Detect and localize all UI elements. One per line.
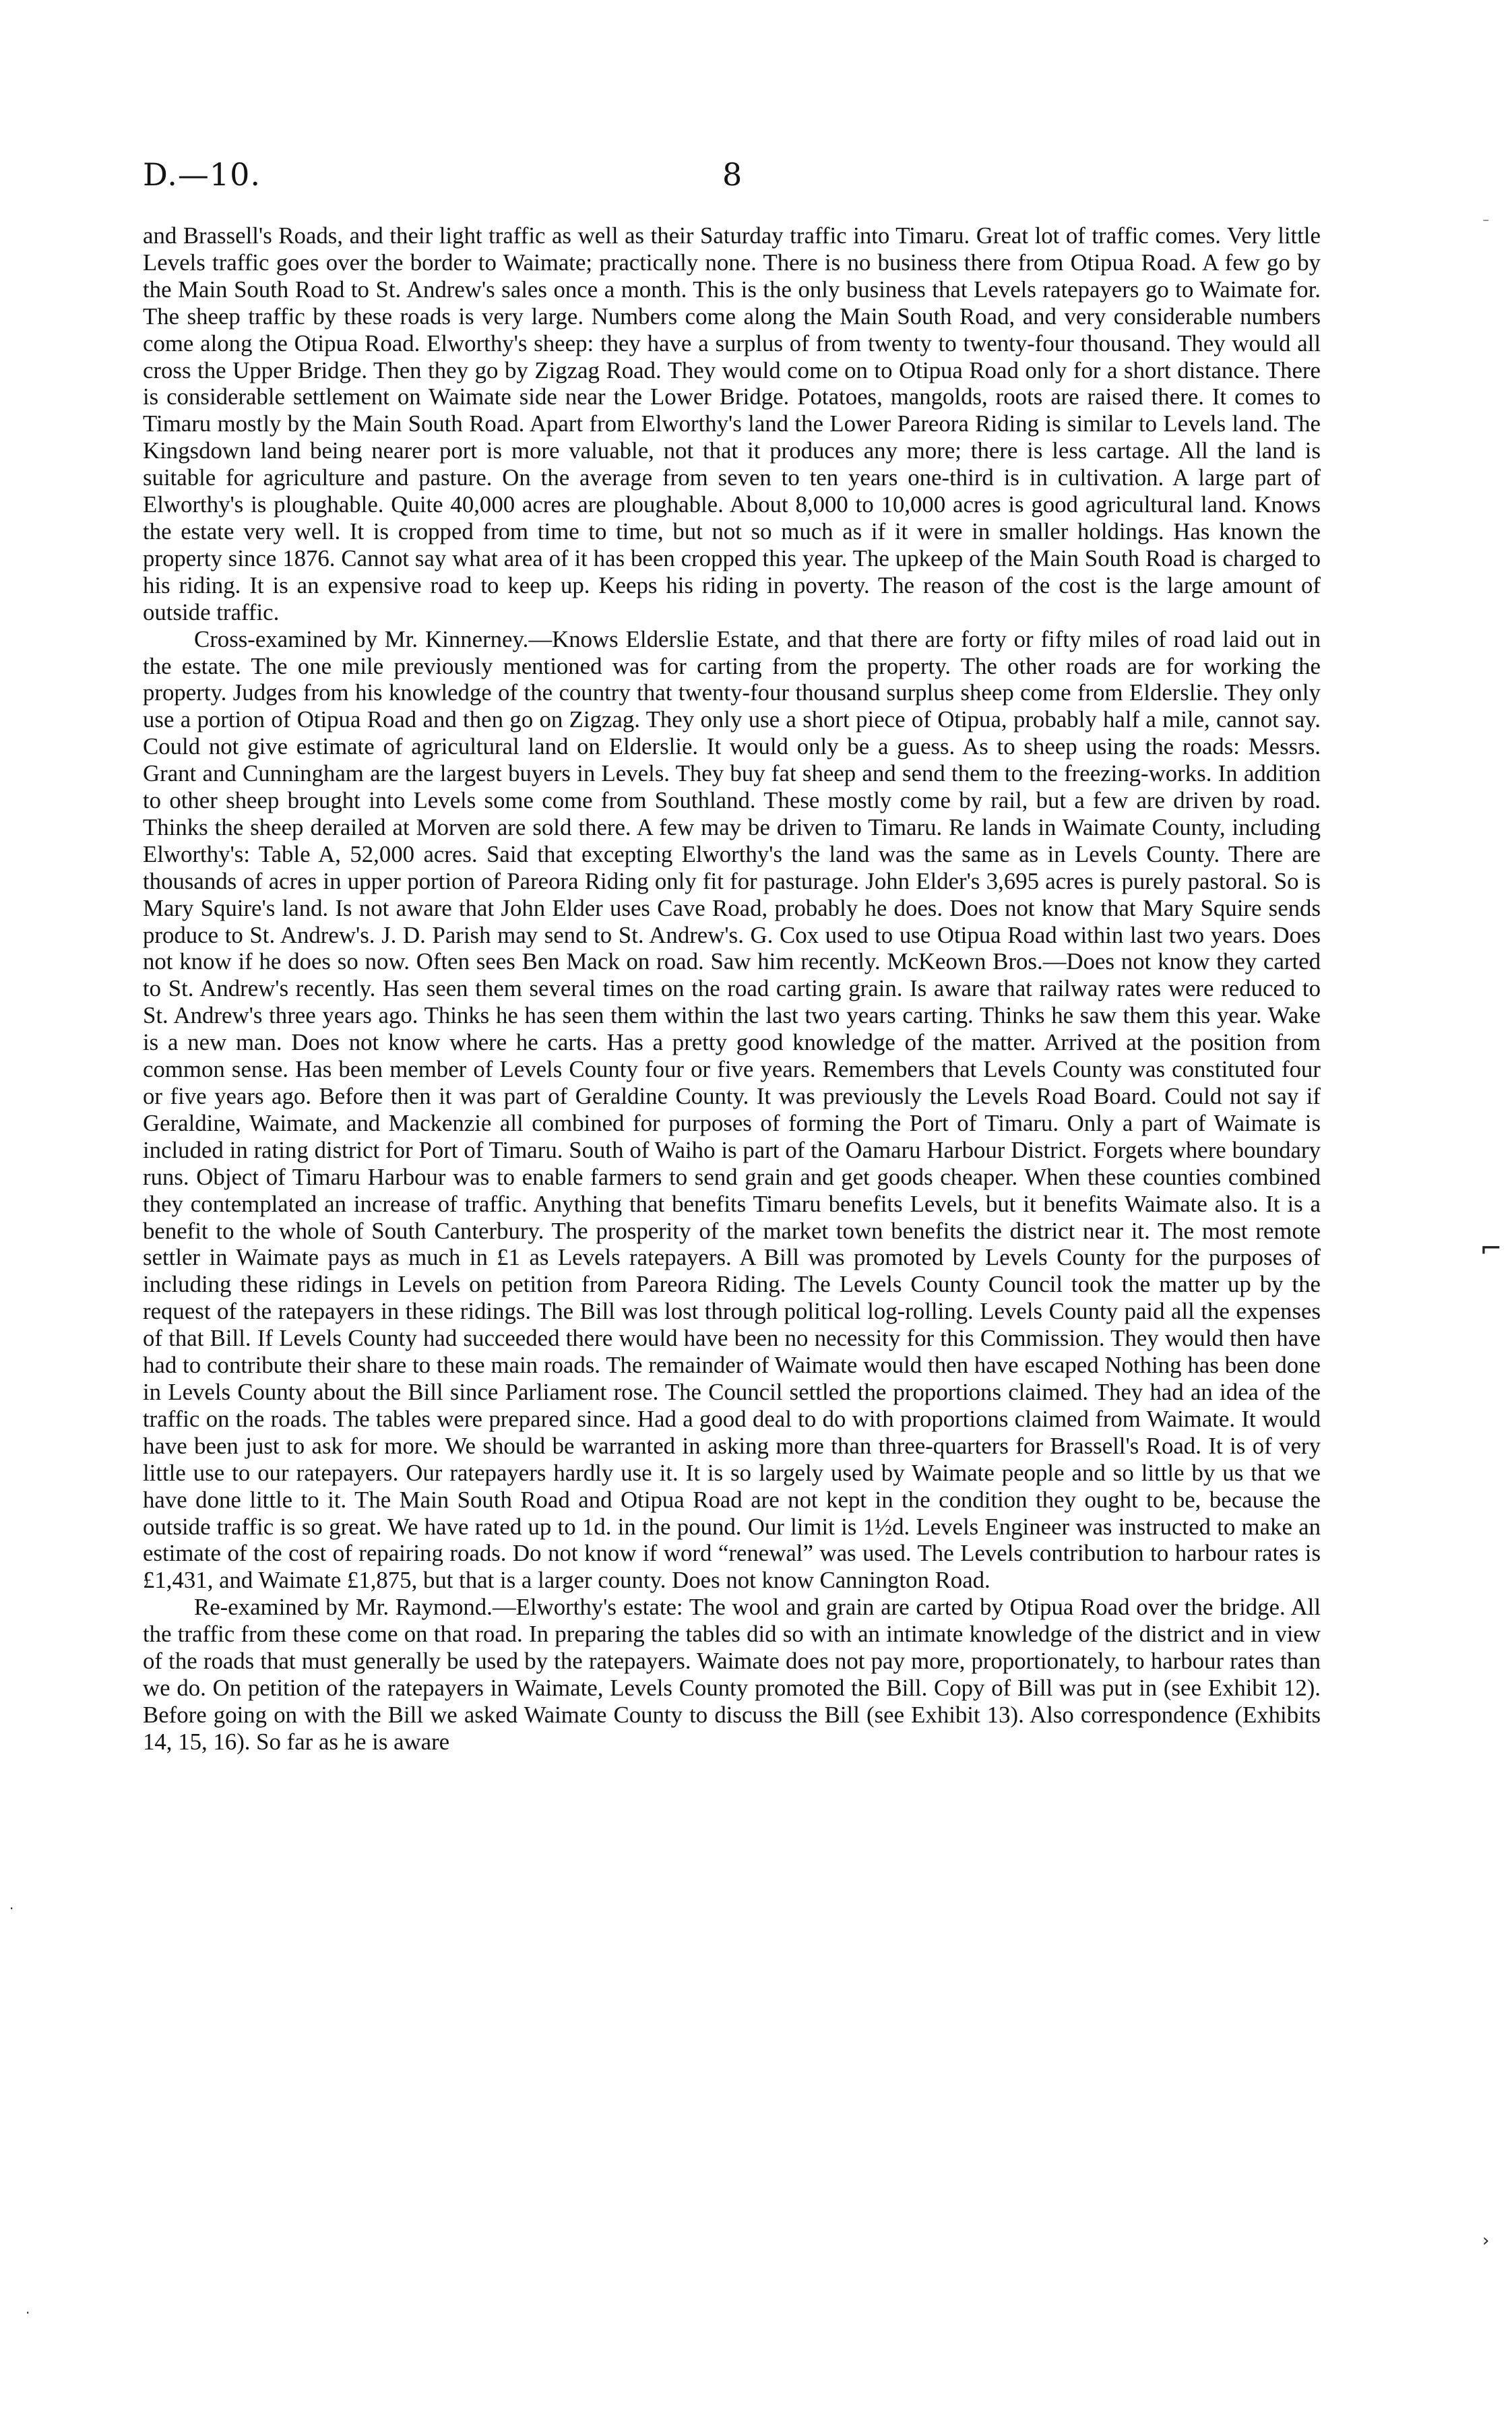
- body-text: [143, 222, 1321, 1756]
- paragraph-cross-examination: Cross-examined by Mr. Kinnerney.—Knows Elderslie Estate, and that there are forty or fifty miles of road laid out in the estate. The one mile previously mentioned was for carting from the property. The other roads are for working the property. Judges from his knowledge of the country that twenty-four thousand surplus sheep come from Elderslie. They only use a portion of Otipua Road and then go on Zigzag. They only use a short piece of Otipua, probably half a mile, cannot say. Could not give estimate of agricultural land on Elderslie. It would only be a guess. As to sheep using the roads: Messrs. Grant and Cunningham are the largest buyers in Levels. They buy fat sheep and send them to the freezing-works. In addition to other sheep brought into Levels some come from Southland. These mostly come by rail, but a few are driven by road. Thinks the sheep derailed at Morven are sold there. A few may be driven to Timaru. Re lands in Waimate County, including Elworthy's: Table A, 52,000 acres. Said that excepting Elworthy's the land was the same as in Levels County. There are thousands of acres in upper portion of Pareora Riding only fit for pasturage. John Elder's 3,695 acres is purely pastoral. So is Mary Squire's land. Is not aware that John Elder uses Cave Road, probably he does. Does not know that Mary Squire sends produce to St. Andrew's. J. D. Parish may send to St. Andrew's. G. Cox used to use Otipua Road within last two years. Does not know if he does so now. Often sees Ben Mack on road. Saw him recently. McKeown Bros.—Does not know they carted to St. Andrew's recently. Has seen them several times on the road carting grain. Is aware that railway rates were reduced to St. Andrew's three years ago. Thinks he has seen them within the last two years carting. Thinks he saw them this year. Wake is a new man. Does not know where he carts. Has a pretty good knowledge of the matter. Arrived at the position from common sense. Has been member of Levels County four or five years. Remembers that Levels County was constituted four or five years ago. Before then it was part of Geraldine County. It was previously the Levels Road Board. Could not say if Geraldine, Waimate, and Mackenzie all combined for purposes of forming the Port of Timaru. Only a part of Waimate is included in rating district for Port of Timaru. South of Waiho is part of the Oamaru Harbour District. Forgets where boundary runs. Object of Timaru Harbour was to enable farmers to send grain and get goods cheaper. When these counties combined they contemplated an increase of traffic. Anything that benefits Timaru benefits Levels, but it benefits Waimate also. It is a benefit to the whole of South Canterbury. The prosperity of the market town benefits the district near it. The most remote settler in Waimate pays as much in £1 as Levels ratepayers. A Bill was promoted by Levels County for the purposes of including these ridings in Levels on petition from Pareora Riding. The Levels County Council took the matter up by the request of the ratepayers in these ridings. The Bill was lost through political log-rolling. Levels County paid all the expenses of that Bill. If Levels County had succeeded there would have been no necessity for this Commission. They would then have had to contribute their share to these main roads. The remainder of Waimate would then have escaped Nothing has been done in Levels County about the Bill since Parliament rose. The Council settled the proportions claimed. They had an idea of the traffic on the roads. The tables were prepared since. Had a good deal to do with proportions claimed from Waimate. It would have been just to ask for more. We should be warranted in asking more than three-quarters for Brassell's Road. It is of very little use to our ratepayers. Our ratepayers hardly use it. It is so largely used by Waimate people and so little by us that we have done little to it. The Main South Road and Otipua Road are not kept in the condition they ought to be, because the outside traffic is so great. We have rated up to 1d. in the pound. Our limit is 1½d. Levels Engineer was instructed to make an estimate of the cost of repairing roads. Do not know if word “renewal” was used. The Levels contribution to harbour rates is £1,431, and Waimate £1,875, but that is a larger county. Does not know Cannington Road.: [143, 625, 1321, 1594]
- margin-speck: ⁻: [1482, 214, 1490, 230]
- margin-speck: ·: [9, 1900, 14, 1917]
- page-number: 8: [722, 156, 743, 193]
- margin-speck: ·: [26, 2305, 30, 2321]
- paragraph-re-examination: Re-examined by Mr. Raymond.—Elworthy's estate: The wool and grain are carted by Otipua Road over the bridge. All the traffic from these come on that road. In preparing the tables did so with an intimate knowledge of the district and in view of the roads that must generally be used by the ratepayers. Waimate does not pay more, proportionately, to harbour rates than we do. On petition of the ratepayers in Waimate, Levels County promoted the Bill. Copy of Bill was put in (see Exhibit 12). Before going on with the Bill we asked Waimate County to discuss the Bill (see Exhibit 13). Also correspondence (Exhibits 14, 15, 16). So far as he is aware: [143, 1594, 1321, 1755]
- document-reference: D.—10.: [143, 156, 261, 193]
- margin-speck: ›: [1482, 2231, 1490, 2251]
- margin-speck: ⌐: [1480, 1233, 1503, 1264]
- paragraph-continued-testimony: and Brassell's Roads, and their light traffic as well as their Saturday traffic into Timaru. Great lot of traffic comes. Very little Levels traffic goes over the border to Waimate; practically none. There is no business there from Otipua Road. A few go by the Main South Road to St. Andrew's sales once a month. This is the only business that Levels ratepayers go to Waimate for. The sheep traffic by these roads is very large. Numbers come along the Main South Road, and very considerable numbers come along the Otipua Road. Elworthy's sheep: they have a surplus of from twenty to twenty-four thousand. They would all cross the Upper Bridge. Then they go by Zigzag Road. They would come on to Otipua Road only for a short distance. There is considerable settlement on Waimate side near the Lower Bridge. Potatoes, mangolds, roots are raised there. It comes to Timaru mostly by the Main South Road. Apart from Elworthy's land the Lower Pareora Riding is similar to Levels land. The Kingsdown land being nearer port is more valuable, not that it produces any more; there is less cartage. All the land is suitable for agriculture and pasture. On the average from seven to ten years one-third is in cultivation. A large part of Elworthy's is ploughable. Quite 40,000 acres are ploughable. About 8,000 to 10,000 acres is good agricultural land. Knows the estate very well. It is cropped from time to time, but not so much as if it were in smaller holdings. Has known the property since 1876. Cannot say what area of it has been cropped this year. The upkeep of the Main South Road is charged to his riding. It is an expensive road to keep up. Keeps his riding in poverty. The reason of the cost is the large amount of outside traffic.: [143, 222, 1321, 625]
